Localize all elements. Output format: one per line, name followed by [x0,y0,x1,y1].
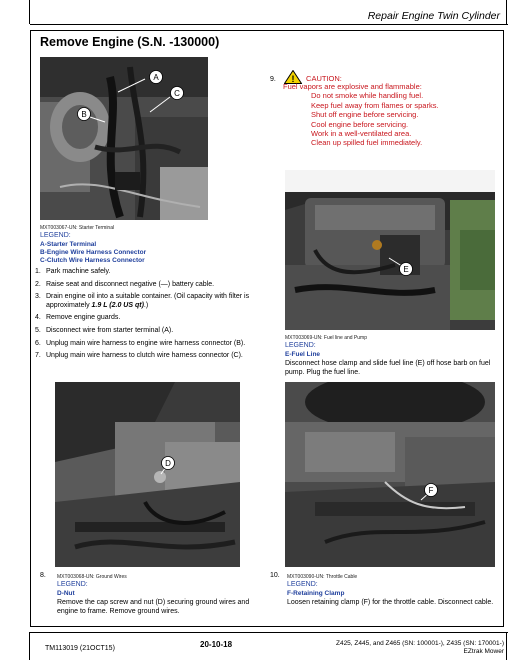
photo-starter-terminal [40,57,208,220]
step-item [35,268,265,277]
figure4-legend-item: F-Retaining Clamp [287,590,345,597]
svg-text:!: ! [291,74,295,84]
caution-line: Cool engine before servicing. [311,119,409,129]
caution-label: CAUTION: [306,74,342,83]
footer-model-info [270,640,504,656]
figure2-legend-item: E-Fuel Line [285,351,321,358]
procedure-steps [35,268,265,365]
caution-line: Fuel vapors are explosive and flammable: [283,82,422,91]
footer-left-rule [29,632,30,660]
step-number: 7. [35,352,41,360]
step-item [35,281,265,290]
callout-f-label: F [428,486,434,495]
footer-page-number: 20-10-18 [200,640,233,649]
callout-c-label: C [174,89,180,98]
footer-product: EZtrak Mower [463,648,504,655]
step10-number: 10. [270,572,280,579]
callout-d-label: D [165,459,171,468]
caution-line: Work in a well-ventilated area. [311,129,412,139]
figure1-legend-heading: LEGEND: [40,232,71,239]
header-rule [30,24,508,25]
caution-line: Keep fuel away from flames or sparks. [311,100,439,110]
step-number: 2. [35,280,41,288]
figure3-caption: MXT003068-UN: Ground Wires [57,574,127,580]
step-text: Disconnect wire from starter terminal (A). [46,326,174,334]
step-item [35,340,265,349]
step-item [35,352,265,361]
photo-throttle-cable [285,382,495,567]
figure4-legend-heading: LEGEND: [287,581,318,588]
oil-capacity: 1.9 L (2.0 US qt) [91,301,144,309]
photo-fuel-line-pump [285,170,495,330]
callout-e-label: E [403,265,409,274]
step10-instruction: Loosen retaining clamp (F) for the throttle cable. Disconnect cable. [287,599,494,606]
step-text: Unplug main wire harness to engine wire harness connector (B). [46,339,246,347]
figure1-legend-item: B-Engine Wire Harness Connector [40,249,147,256]
photo-ground-wires [55,382,240,567]
figure2-caption: MXT003069-UN: Fuel line and Pump [285,335,367,341]
step-text-tail: .) [143,301,149,309]
step-number: 5. [35,326,41,334]
step-text: Drain engine oil into a suitable container. (Oil capacity with filter is approximately [46,293,250,309]
caution-line: Clean up spilled fuel immediately. [311,138,423,148]
step-number: 3. [35,293,41,301]
footer-right-rule [506,632,507,660]
callout-a-label: A [153,73,159,82]
step-text: Remove engine guards. [46,314,121,322]
footer-doc-id: TM113019 (21OCT15) [45,645,115,652]
step-number: 4. [35,314,41,322]
footer-models: Z425, Z445, and Z465 (SN: 100001-), Z435 (SN: 170001-) [335,640,504,647]
footer-rule [30,632,508,633]
step-text: Unplug main wire harness to clutch wire harness connector (C). [46,352,243,360]
figure1-legend-item: A-Starter Terminal [40,241,97,248]
figure3-legend-heading: LEGEND: [57,581,88,588]
step-text: Raise seat and disconnect negative (—) battery cable. [46,280,215,288]
step-number: 6. [35,339,41,347]
figure1-caption: MXT003067-UN: Starter Terminal [40,225,115,231]
step-number: 1. [35,268,41,275]
step-item [35,327,265,336]
page-header-title: Repair Engine Twin Cylinder [367,10,500,22]
callout-b-label: B [81,110,87,119]
header-right-rule [506,0,507,24]
section-title: Remove Engine (S.N. -130000) [40,35,220,49]
step9-number: 9. [270,76,276,83]
step8-instruction: Remove the cap screw and nut (D) securing ground wires and engine to frame. Remove ground wires. [57,599,250,615]
caution-line: Shut off engine before servicing. [311,110,419,120]
figure4-caption: MXT003090-UN: Throttle Cable [287,574,358,580]
caution-text [283,82,439,148]
step8-number: 8. [40,572,46,579]
figure1-legend-item: C-Clutch Wire Harness Connector [40,257,145,264]
figure2-legend-heading: LEGEND: [285,342,316,349]
caution-line: Do not smoke while handling fuel. [311,91,424,101]
step-item [35,314,265,323]
step-item [35,293,265,310]
figure3-legend-item: D-Nut [57,590,75,597]
figure2-instruction: Disconnect hose clamp and slide fuel line (E) off hose barb on fuel pump. Plug the fuel line. [285,360,491,376]
step-text: Park machine safely. [46,268,111,275]
